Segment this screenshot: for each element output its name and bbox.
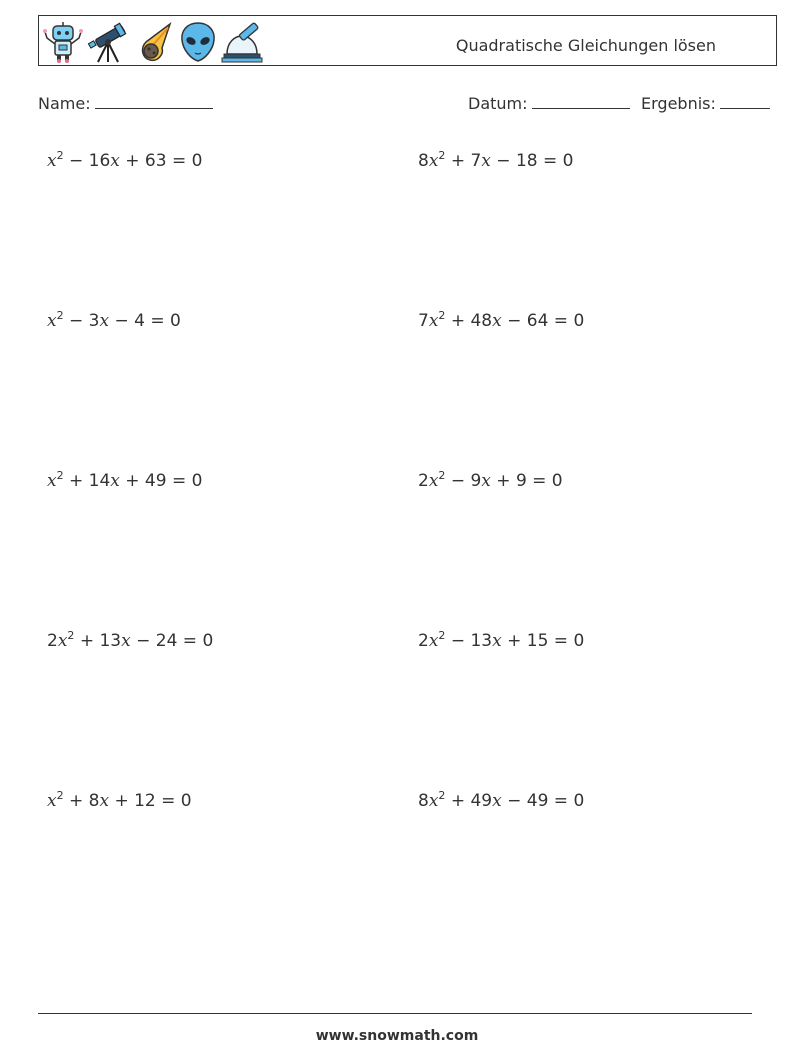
problem-5: $x^2 + 14x + 49 = 0$: [47, 469, 203, 491]
meteor-icon: [132, 20, 174, 64]
problem-6: $2x^2 - 9x + 9 = 0$: [418, 469, 563, 491]
worksheet-title: Quadratische Gleichungen lösen: [455, 36, 716, 55]
footer-divider: [38, 1013, 752, 1014]
problem-8: $2x^2 - 13x + 15 = 0$: [418, 629, 585, 651]
header-box: [38, 15, 777, 66]
date-field: [468, 94, 630, 113]
problem-9: $x^2 + 8x + 12 = 0$: [47, 789, 192, 811]
problem-7: $2x^2 + 13x - 24 = 0$: [47, 629, 214, 651]
telescope-icon: [87, 20, 129, 64]
problem-2: $8x^2 + 7x - 18 = 0$: [418, 149, 574, 171]
result-label: Ergebnis:: [641, 94, 716, 113]
name-label: Name:: [38, 94, 91, 113]
footer-website: www.snowmath.com: [315, 1028, 479, 1044]
name-field: [38, 94, 213, 113]
problem-4: $7x^2 + 48x - 64 = 0$: [418, 309, 585, 331]
result-blank[interactable]: [720, 94, 770, 109]
result-field: [641, 94, 770, 113]
problem-3: $x^2 - 3x - 4 = 0$: [47, 309, 181, 331]
robot-icon: [42, 20, 84, 64]
alien-icon: [177, 20, 219, 64]
problem-1: $x^2 - 16x + 63 = 0$: [47, 149, 203, 171]
observatory-icon: [221, 20, 263, 64]
date-label: Datum:: [468, 94, 528, 113]
problem-10: $8x^2 + 49x - 49 = 0$: [418, 789, 585, 811]
date-blank[interactable]: [532, 94, 630, 109]
name-blank[interactable]: [95, 94, 213, 109]
